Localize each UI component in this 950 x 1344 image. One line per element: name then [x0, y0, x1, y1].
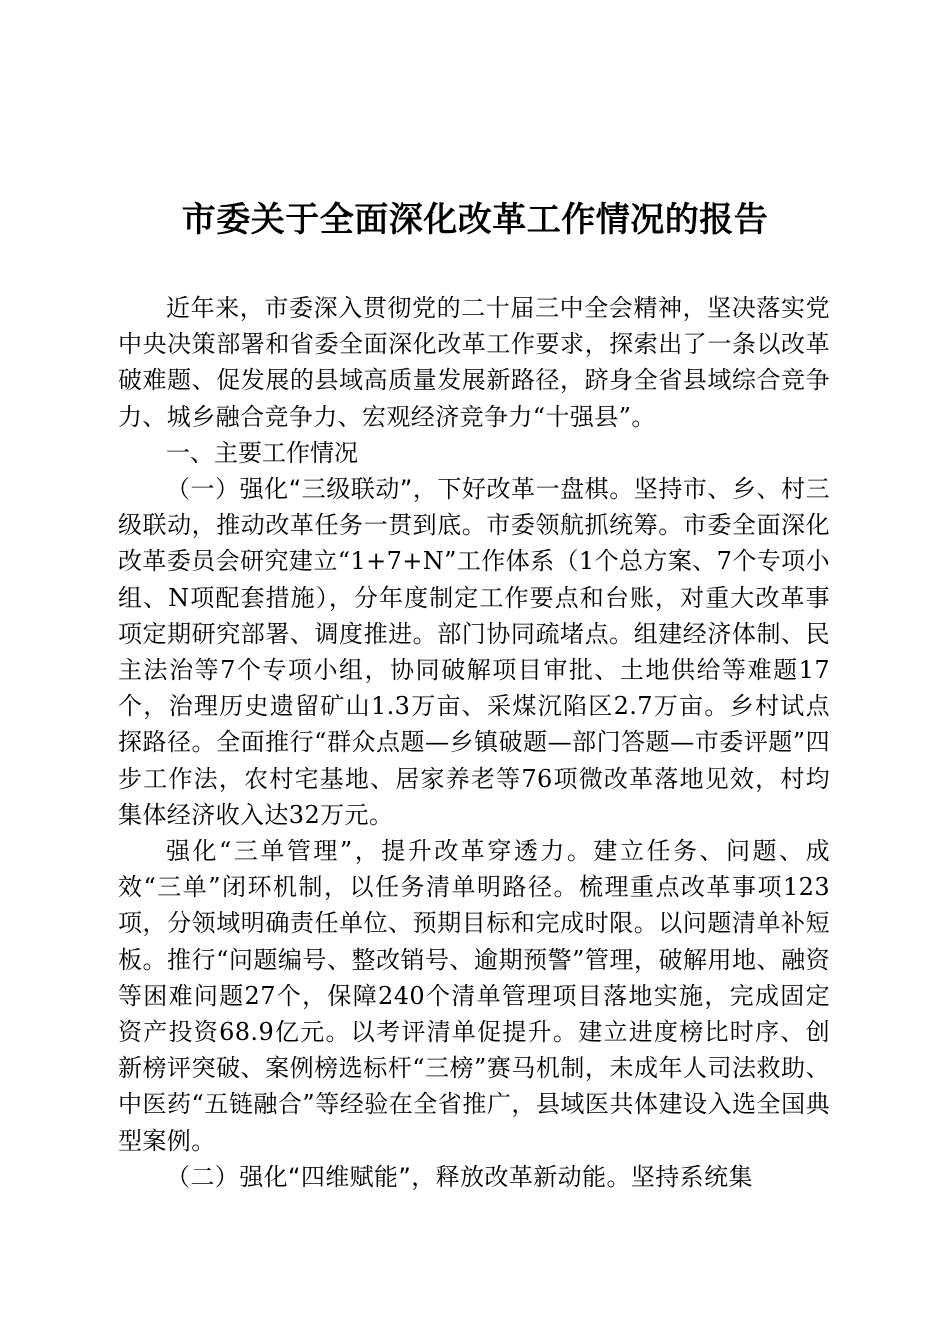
subsection-lead-2: （二）强化“四维赋能”，释放改革新动能。: [166, 1162, 631, 1191]
paragraph-text-2: 坚持系统集: [630, 1162, 753, 1191]
subsection-lead-1: （一）强化“三级联动”，下好改革一盘棋。: [166, 475, 634, 504]
paragraph-three-list-management: 强化“三单管理”，提升改革穿透力。建立任务、问题、成效“三单”闭环机制，以任务清单明路径。梳理重点改革事项123项，分领域明确责任单位、预期目标和完成时限。以问题清单补短板。推行“问题编号、整改销号、逾期预警”管理，破解用地、融资等困难问题27个，保障240个清单管理项目落地实施，完成固定资产投资68.9亿元。以考评清单促提升。建立进度榜比时序、创新榜评突破、案例榜选标杆“三榜”赛马机制，未成年人司法救助、中医药“五链融合”等经验在全省推广，县域医共体建设入选全国典型案例。: [118, 837, 830, 1155]
intro-paragraph: 近年来，市委深入贯彻党的二十届三中全会精神，坚决落实党中央决策部署和省委全面深化改革工作要求，探索出了一条以改革破难题、促发展的县域高质量发展新路径，跻身全省县域综合竞争力、城乡融合竞争力、宏观经济竞争力“十强县”。: [118, 294, 830, 431]
document-title: 市委关于全面深化改革工作情况的报告: [181, 200, 769, 240]
paragraph-four-dimension: [118, 1159, 830, 1195]
document-body: [118, 290, 830, 1195]
paragraph-three-level-linkage: [118, 471, 830, 833]
paragraph-text-1: 坚持市、乡、村三级联动，推动改革任务一贯到底。市委领航抓统筹。市委全面深化改革委员会研究建立“1+7+N”工作体系（1个总方案、7个专项小组、N项配套措施），分年度制定工作要点和台账，对重大改革事项定期研究部署、调度推进。部门协同疏堵点。组建经济体制、民主法治等7个专项小组，协同破解项目审批、土地供给等难题17个，治理历史遗留矿山1.3万亩、采煤沉陷区2.7万亩。乡村试点探路径。全面推行“群众点题—乡镇破题—部门答题—市委评题”四步工作法，农村宅基地、居家养老等76项微改革落地见效，村均集体经济收入达32万元。: [118, 475, 830, 829]
section-heading-main-work: 一、主要工作情况: [166, 438, 358, 467]
